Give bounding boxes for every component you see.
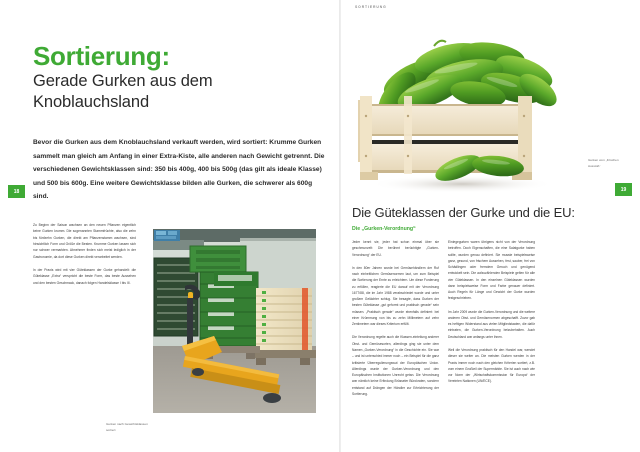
article-paragraph: Im Jahr 2009 wurde die Gurken-Verordnung und die weitere anderen Obst- und Gemüsenormen abgeschafft. Zuvor gab es heftigen Widerstand aus vielen Mitgliedstaaten, die dafür eintraten, die Gurken-Verordnung beizubehalten. Auch Deutschland war anfangs unter ihnen. bbox=[448, 309, 535, 339]
running-head: SORTIERUNG bbox=[355, 5, 387, 9]
title-sub-line1: Gerade Gurken aus dem bbox=[33, 72, 213, 91]
left-body-column bbox=[33, 222, 136, 293]
crate-photo-caption: Gurken vom „Frischen Ausstoß“ bbox=[588, 158, 619, 169]
body-paragraph: In der Praxis wird mit vier Güteklassen der Gurke gehandelt: die Güteklasse „Extra“ verspricht die beste Form, das beste Aussehen und den besten Geschmack, danach folgen Handelsklasse I bis III. bbox=[33, 267, 136, 285]
article-column bbox=[448, 239, 535, 439]
article-columns bbox=[352, 239, 631, 439]
article-paragraph: Weil die Verordnung praktisch für den Handel war, wendet dieser sie weiter an. Die meisten Gurken werden in der Praxis immer noch nach den gleichen Kriterien sortiert, z.B. vom einem Großteil der Supermärkte. Sie ist auch nach wie vor Norm der „Wirtschaftskommission für Europa“ der Vereinten Nationen (UN/ECE). bbox=[448, 347, 535, 384]
warehouse-photo-caption: Gurken nach Gewichtsklassen sortiert bbox=[106, 422, 148, 433]
page-title bbox=[33, 42, 323, 112]
title-main: Sortierung: bbox=[33, 41, 170, 71]
article-paragraph: Die Verordnung regelte auch die Klassen-einteilung anderer Obst- und Gemüsesorten, allerdings ging sie unter dem Namen „Gurken-Verordnung“ in die Geschichte ein. Sie war – und ist unterschied immer noch – ein Beispiel für die ganz kritisierte Überregulierungswut der Europäischen Union. Allerdings wurde der Gurken-Verordnung und den Europäischen Institutionen Unrecht getan. Die Verordnung war nämlich keine Erfindung Brüsseler Bürokraten, sondern entstand auf Drängen der Händler zur Erleichterung der Sortierung. bbox=[352, 335, 439, 396]
article-title: Die Güteklassen der Gurke und die EU: bbox=[352, 205, 575, 220]
warehouse-photo bbox=[152, 228, 317, 414]
article-column bbox=[352, 239, 439, 439]
intro-paragraph: Bevor die Gurken aus dem Knoblauchsland verkauft werden, wird sortiert: Krumme Gurken sammelt man gleich am Anfang in einer Extra-Kiste, alle anderen nach Gewicht getrennt. Die verschiedenen Gewichtsklassen sind: 350 bis 400g, 400 bis 500g (das gilt als ideale Klasse) und 500 bis 600g. Eine weitere Gewichtsklasse bilden alle Gurken, die schwerer als 600g sind. bbox=[33, 139, 325, 201]
article-paragraph: In den 80er Jahren wurde bei Gemüsehändlern der Ruf nach einheitlichen Gemüsenormen laut, um zum Beispiel die Sortierung der Ernte zu erleichtern. Um diese Forderung zu erfüllen, reagierte die EU darauf mit der Verordnung 1677/88, die im Jahr 1988 verabschiedet wurde und unter großem Gelächter schlug. Sie besagte, dass Gurken der besten Güteklasse „gut geformt und praktisch gerade“ sein müssen. „Praktisch gerade“ wurde ebenfalls definiert: bei einer Krümmung von bis zu zehn Millimetern auf zehn Zentimetern war dieses Kriterium erfüllt. bbox=[352, 265, 439, 327]
body-paragraph: Zu Beginn der Saison wachsen an den neuen Pflanzen eigentlich keine Gurken krumm. Die sogenannten Stammfrüchte, also die zehn bis fünfzehn Gurken, die direkt am Pflanzenstamm wachsen, sind hinsichtlich Form und Größe die Besten. Krumme Gurken lassen sich nur schwer vermarkten. Abnehmer finden sich meist lediglich in der Gastronomie, da dort diese Gurken direkt verarbeitet werden. bbox=[33, 223, 136, 259]
crate-photo-graphic bbox=[352, 16, 584, 194]
title-sub bbox=[33, 71, 323, 112]
page-number-left: 18 bbox=[8, 185, 25, 198]
article-paragraph: Jeder kennt sie, jeder hat schon einmal über sie geschmunzelt: Die berühmt berüchtigte „Gurken-Verordnung“ der EU. bbox=[352, 240, 439, 257]
crate-photo bbox=[352, 16, 584, 194]
page-gutter bbox=[339, 0, 341, 452]
title-sub-line2: Knoblauchsland bbox=[33, 92, 150, 111]
warehouse-photo-graphic bbox=[152, 228, 317, 414]
article-paragraph: Einlegegurken waren übrigens nicht von der Verordnung betroffen. Doch Eigenschaften, die eine Salatgurke haben sollte, wurden genau definiert. Sie musste beispielsweise ganz, gesund, von frischem Aussehen, fest, sauber, frei von Schädlingen oder fremdem Geruch und genügend entwickelt sein. Die aufzuzählenden Beispiele gelten für alle vier Güteklassen. In den einzelnen Güteklassen wurden dann beispielsweise Form und Farbe genauer definiert. Auch Regeln für Länge und Gewicht der Gurke wurden festgeschrieben. bbox=[448, 240, 535, 301]
page-number-right: 19 bbox=[615, 183, 632, 196]
article-subtitle: Die „Gurken-Verordnung“ bbox=[352, 226, 416, 232]
